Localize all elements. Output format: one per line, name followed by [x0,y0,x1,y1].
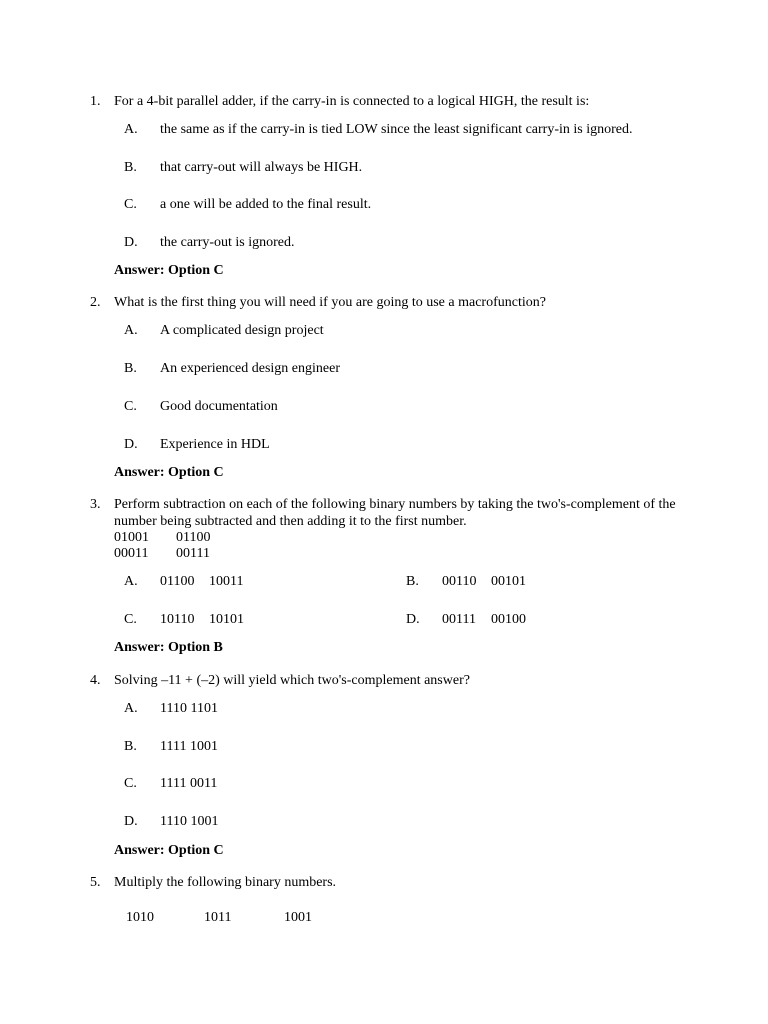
q3-row2-value1: 00011 [114,546,149,561]
q3-option-c-value1: 10110 [160,612,195,627]
q4-option-c-letter: C. [124,776,137,791]
q3-option-d-value1: 00111 [442,612,476,627]
q1-option-b-letter: B. [124,160,137,175]
q4-option-b: 1111 1001 [160,739,218,754]
q3-option-b-value2: 00101 [491,574,526,589]
q3-row1-value2: 01100 [176,530,211,545]
q4-option-d: 1110 1001 [160,814,219,829]
q4-option-a: 1110 1101 [160,701,218,716]
q4-option-a-letter: A. [124,701,138,716]
q2-option-a: A complicated design project [160,323,324,338]
q1-answer: Answer: Option C [114,263,224,278]
q2-option-d: Experience in HDL [160,437,270,452]
q3-row2-value2: 00111 [176,546,210,561]
q5-number: 5. [90,875,101,890]
q3-option-b-letter: B. [406,574,419,589]
q3-question: Perform subtraction on each of the following binary numbers by taking the two's-complement of the number being subtracted and then adding it to the first number. [114,497,676,529]
q3-option-d-value2: 00100 [491,612,526,627]
q1-number: 1. [90,94,101,109]
q1-option-c: a one will be added to the final result. [160,197,372,212]
q2-question: What is the first thing you will need if you are going to use a macrofunction? [114,295,546,310]
q1-option-d-letter: D. [124,235,138,250]
q4-answer: Answer: Option C [114,843,224,858]
q3-option-b-value1: 00110 [442,574,477,589]
q1-option-b: that carry-out will always be HIGH. [160,160,363,175]
q2-answer: Answer: Option C [114,465,224,480]
q1-option-a-letter: A. [124,122,138,137]
q3-answer: Answer: Option B [114,640,223,655]
q2-option-b-letter: B. [124,361,137,376]
q5-value-2: 1011 [204,910,232,925]
q3-option-c-value2: 10101 [209,612,244,627]
q3-option-a-letter: A. [124,574,138,589]
q3-option-c-letter: C. [124,612,137,627]
q4-option-c: 1111 0011 [160,776,218,791]
q2-option-d-letter: D. [124,437,138,452]
q2-option-c-letter: C. [124,399,137,414]
q3-option-d-letter: D. [406,612,420,627]
q1-question: For a 4-bit parallel adder, if the carry-in is connected to a logical HIGH, the result is: [114,94,590,109]
q3-option-a-value1: 01100 [160,574,195,589]
q3-option-a-value2: 10011 [209,574,244,589]
q5-value-1: 1010 [126,910,154,925]
q4-question: Solving –11 + (–2) will yield which two's-complement answer? [114,673,470,688]
q4-option-b-letter: B. [124,739,137,754]
q2-option-b: An experienced design engineer [160,361,340,376]
q1-option-a: the same as if the carry-in is tied LOW since the least significant carry-in is ignored. [160,122,633,137]
q3-row1-value1: 01001 [114,530,149,545]
q1-option-c-letter: C. [124,197,137,212]
q5-value-3: 1001 [284,910,312,925]
q2-option-a-letter: A. [124,323,138,338]
q1-option-d: the carry-out is ignored. [160,235,295,250]
q2-option-c: Good documentation [160,399,278,414]
q3-number: 3. [90,497,101,512]
q4-option-d-letter: D. [124,814,138,829]
q2-number: 2. [90,295,101,310]
q4-number: 4. [90,673,101,688]
q5-question: Multiply the following binary numbers. [114,875,337,890]
